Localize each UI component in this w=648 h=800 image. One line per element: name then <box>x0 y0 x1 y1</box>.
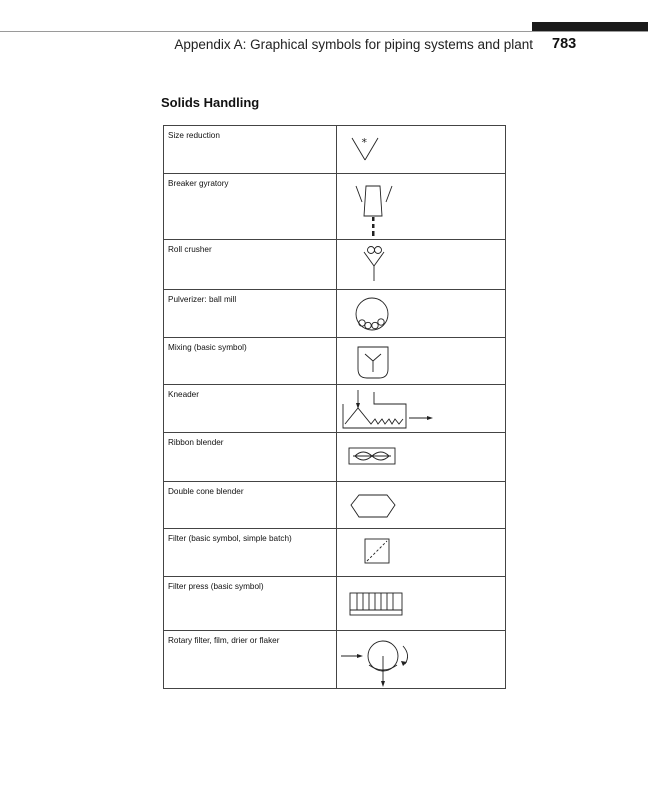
table-row <box>164 529 506 577</box>
symbol-cell <box>337 126 506 174</box>
section-title: Solids Handling <box>161 95 260 110</box>
table-row <box>164 385 506 433</box>
double-cone-blender-icon <box>337 482 505 527</box>
ribbon-blender-icon <box>337 433 505 480</box>
symbol-cell <box>337 240 506 290</box>
ball-mill-icon <box>337 290 505 336</box>
running-header: Appendix A: Graphical symbols for piping systems and plant <box>174 37 533 52</box>
size-reduction-icon <box>337 126 505 172</box>
filter-press-icon <box>337 577 505 629</box>
mixer-icon <box>337 338 505 383</box>
row-label: Ribbon blender <box>164 433 337 482</box>
symbol-cell <box>337 577 506 631</box>
symbol-cell <box>337 482 506 529</box>
rotary-filter-icon <box>337 631 505 687</box>
symbol-cell <box>337 385 506 433</box>
table-row <box>164 338 506 385</box>
row-label: Pulverizer: ball mill <box>164 290 337 338</box>
breaker-gyratory-icon <box>337 174 505 238</box>
row-label: Breaker gyratory <box>164 174 337 240</box>
table-row <box>164 126 506 174</box>
row-label: Size reduction <box>164 126 337 174</box>
row-label: Double cone blender <box>164 482 337 529</box>
row-label: Filter (basic symbol, simple batch) <box>164 529 337 577</box>
svg-text:*: * <box>361 136 367 149</box>
table-row <box>164 240 506 290</box>
table-row <box>164 631 506 689</box>
row-label: Roll crusher <box>164 240 337 290</box>
symbol-cell <box>337 529 506 577</box>
table-row <box>164 290 506 338</box>
row-label: Rotary filter, film, drier or flaker <box>164 631 337 689</box>
symbol-table <box>163 125 506 689</box>
row-label: Mixing (basic symbol) <box>164 338 337 385</box>
row-label: Filter press (basic symbol) <box>164 577 337 631</box>
header-rule <box>0 31 648 32</box>
symbol-cell <box>337 174 506 240</box>
page-number: 783 <box>552 36 577 52</box>
symbol-cell <box>337 338 506 385</box>
table-row <box>164 174 506 240</box>
filter-icon <box>337 529 505 575</box>
symbol-cell <box>337 631 506 689</box>
row-label: Kneader <box>164 385 337 433</box>
symbol-cell <box>337 433 506 482</box>
table-row <box>164 577 506 631</box>
symbol-cell <box>337 290 506 338</box>
roll-crusher-icon <box>337 240 505 288</box>
table-row <box>164 433 506 482</box>
table-row <box>164 482 506 529</box>
kneader-icon <box>337 385 505 431</box>
